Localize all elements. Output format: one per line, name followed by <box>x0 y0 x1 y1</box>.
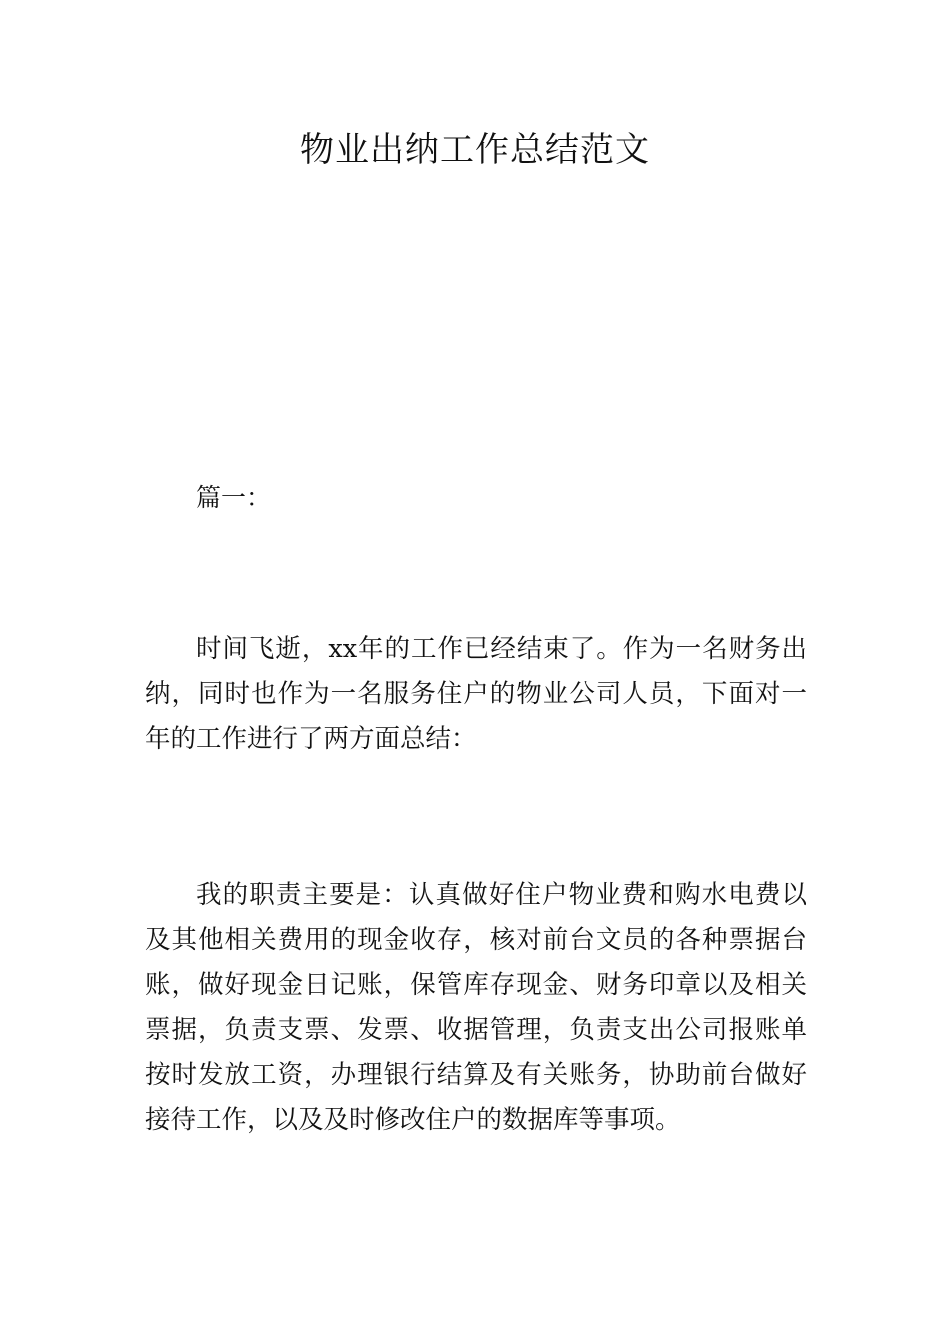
document-title: 物业出纳工作总结范文 <box>300 130 650 170</box>
section-label: 篇一： <box>196 483 272 512</box>
paragraph-intro: 时间飞逝，xx年的工作已经结束了。作为一名财务出纳，同时也作为一名服务住户的物业公司人员，下面对一年的工作进行了两方面总结： <box>145 634 807 754</box>
paragraph-duties: 我的职责主要是：认真做好住户物业费和购水电费以及其他相关费用的现金收存，核对前台文员的各种票据台账，做好现金日记账，保管库存现金、财务印章以及相关票据，负责支票、发票、收据管理，负责支出公司报账单按时发放工资，办理银行结算及有关账务，协助前台做好接待工作，以及及时修改住户的数据库等事项。 <box>145 880 807 1135</box>
